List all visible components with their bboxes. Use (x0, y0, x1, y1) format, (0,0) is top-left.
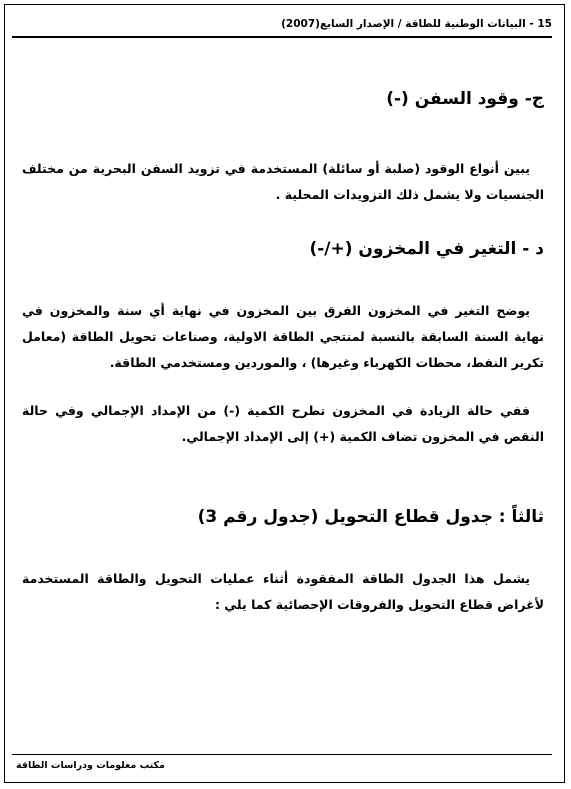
header-rule (12, 36, 552, 38)
section-heading-ship-fuel: ج- وقود السفن (-) (386, 89, 544, 109)
running-header: 15 - البيانات الوطنية للطاقة / الإصدار السابع(2007) (281, 18, 552, 30)
paragraph-stock-change-definition: يوضح التغير في المخزون الفرق بين المخزون في نهاية أي سنة والمخزون في نهاية السنة السابقة بالنسبة لمنتجي الطاقة الاولية، وصناعات تحويل الطاقة (معامل تكرير النفط، محطات الكهرباء وغيرها) ، والموردين ومستخدمي الطاقة. (22, 303, 544, 370)
paragraph-ship-fuel: يبين أنواع الوقود (صلبة أو سائلة) المستخدمة في تزويد السفن البحرية من مختلف الجنسيات ولا يشمل ذلك التزويدات المحلية . (22, 161, 544, 202)
running-footer: مكتب معلومات ودراسات الطاقة (16, 760, 165, 771)
section-heading-stock-change: د - التغير في المخزون (+/-) (309, 239, 544, 259)
footer-rule (12, 754, 552, 755)
section-heading-transformation-table: ثالثاً : جدول قطاع التحويل (جدول رقم 3) (197, 507, 544, 527)
paragraph-transformation-table: يشمل هذا الجدول الطاقة المفقودة أثناء عمليات التحويل والطاقة المستخدمة لأغراض قطاع التحويل والفروقات الإحصائية كما يلي : (22, 571, 544, 612)
paragraph-stock-change-sign: ففي حالة الزيادة في المخزون تطرح الكمية (-) من الإمداد الإجمالي وفي حالة النقص في المخزون تضاف الكمية (+) إلى الإمداد الإجمالي. (22, 403, 544, 444)
page-content (22, 88, 544, 618)
